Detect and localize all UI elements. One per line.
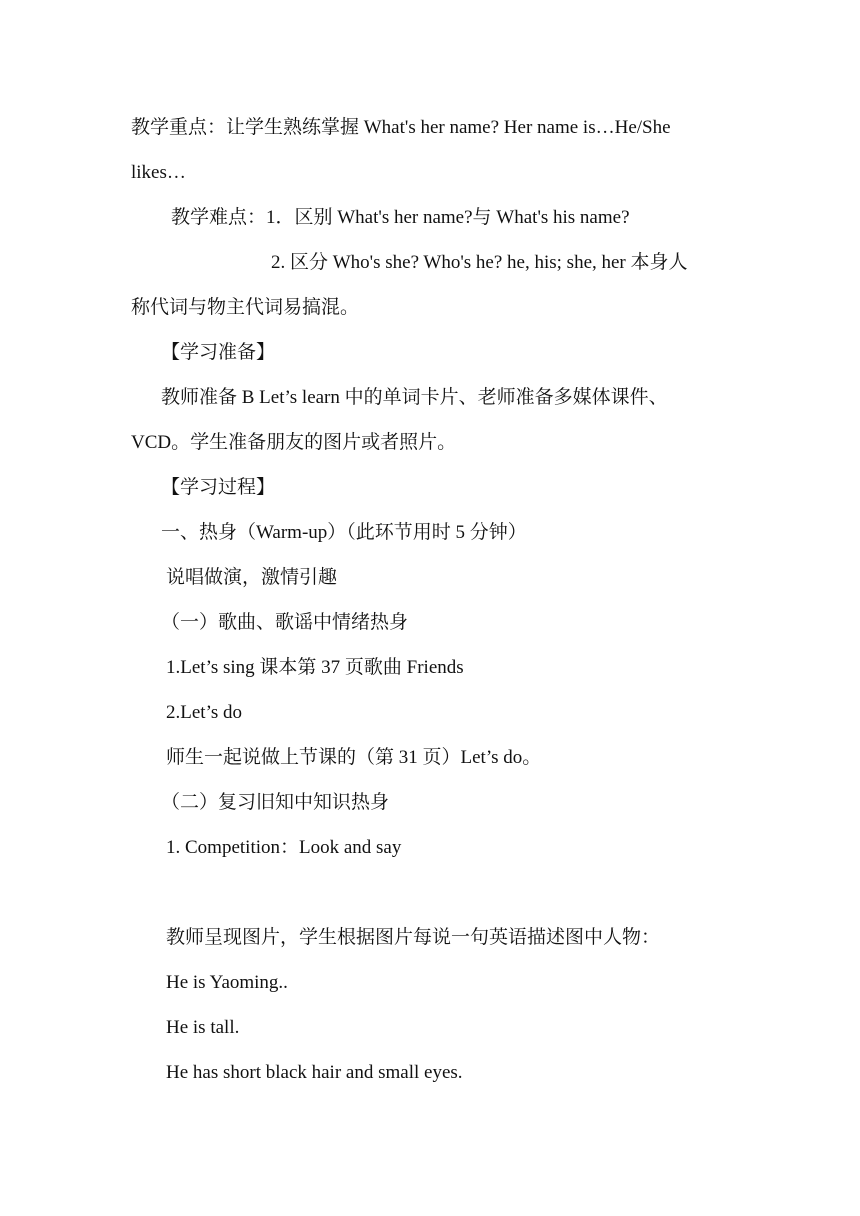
teaching-difficulty-continued: 称代词与物主代词易搞混。 (131, 297, 360, 318)
example-sentence-1: He is Yaoming.. (166, 972, 288, 993)
subsection-review: （二）复习旧知中知识热身 (161, 792, 390, 813)
teaching-focus-continued: likes… (131, 162, 186, 183)
teaching-difficulty-line-2: 2. 区分 Who's she? Who's he? he, his; she, her 本身人 (271, 252, 688, 273)
subsection-songs: （一）歌曲、歌谣中情绪热身 (161, 612, 409, 633)
warm-up-subtitle: 说唱做演，激情引趣 (166, 567, 338, 588)
lets-do-item: 2.Let’s do (166, 702, 242, 723)
example-sentence-3: He has short black hair and small eyes. (166, 1062, 463, 1083)
preparation-line-2: VCD。学生准备朋友的图片或者照片。 (131, 432, 457, 453)
picture-instruction: 教师呈现图片，学生根据图片每说一句英语描述图中人物： (166, 927, 661, 948)
competition-item: 1. Competition：Look and say (166, 837, 402, 858)
warm-up-heading: 一、热身（Warm-up）（此环节用时 5 分钟） (161, 522, 527, 543)
preparation-line-1: 教师准备 B Let’s learn 中的单词卡片、老师准备多媒体课件、 (161, 387, 668, 408)
teaching-focus-line: 教学重点：让学生熟练掌握 What's her name? Her name is…He/She (131, 117, 671, 138)
lets-do-description: 师生一起说做上节课的（第 31 页）Let’s do。 (166, 747, 542, 768)
teaching-difficulty-line-1: 教学难点：1．区别 What's her name?与 What's his name? (171, 207, 630, 228)
example-sentence-2: He is tall. (166, 1017, 240, 1038)
lets-sing-item: 1.Let’s sing 课本第 37 页歌曲 Friends (166, 657, 464, 678)
section-heading-process: 【学习过程】 (161, 477, 276, 498)
section-heading-preparation: 【学习准备】 (161, 342, 276, 363)
